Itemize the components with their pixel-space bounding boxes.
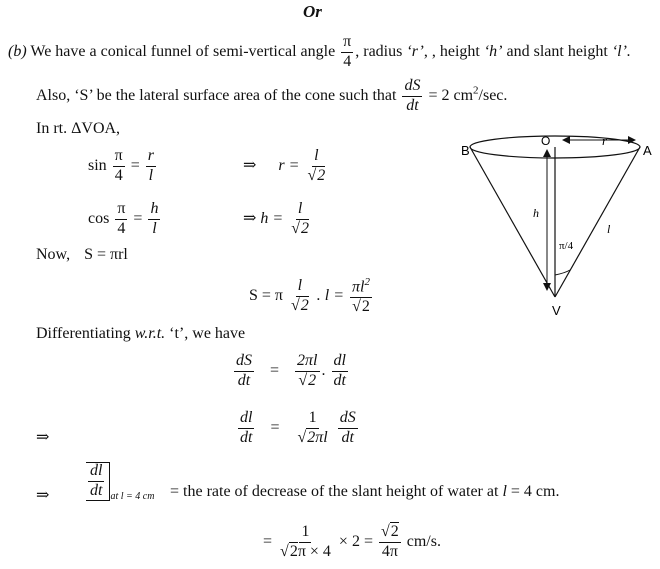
dl-eq: = xyxy=(270,418,280,436)
diff-text-1: Differentiating xyxy=(36,325,131,342)
sin-implies: ⇒ xyxy=(243,156,257,174)
s-pil2: πl xyxy=(352,278,365,296)
dl-den1b: πl xyxy=(315,428,328,446)
final-equation xyxy=(263,524,441,561)
rate-text-1: = the rate of decrease of the slant height of water at xyxy=(170,483,499,500)
label-r: r xyxy=(602,133,608,148)
sin-four: 4 xyxy=(114,166,123,184)
angle-fraction xyxy=(341,34,353,71)
intro-text-4: and slant height xyxy=(506,42,608,60)
cos-sqrt-den: √2 xyxy=(291,219,309,237)
cos-angle-frac xyxy=(115,201,127,238)
dl-den1a: 2 xyxy=(307,428,316,446)
s-dot-l: . l = xyxy=(316,287,345,305)
cos-four: 4 xyxy=(117,219,126,237)
ds-dl-dt-frac xyxy=(332,353,348,390)
cos-pi: π xyxy=(115,201,127,220)
sin-r: r xyxy=(146,148,156,167)
dl-implies: ⇒ xyxy=(36,429,50,446)
cos-l2: l xyxy=(296,201,304,220)
cone-diagram xyxy=(455,125,660,320)
ds-num2: 2πl xyxy=(295,353,319,372)
intro-line: (b) We have a conical funnel of semi-vertical angle $\frac{\pi}{4}$ , radius ‘r’, , height ‘h’ and slant height ‘l’. xyxy=(8,33,631,70)
rate-l: l xyxy=(502,483,507,500)
dt-den: dt xyxy=(406,96,419,114)
final-num2: 2 xyxy=(390,523,399,540)
ds-num3: dl xyxy=(332,353,348,372)
final-den2: 4π xyxy=(381,542,398,560)
angle-num: π xyxy=(341,34,353,53)
s-equation xyxy=(249,277,374,316)
label-angle: π/4 xyxy=(559,240,574,252)
rate-equation xyxy=(86,462,154,502)
cone-right-edge xyxy=(555,147,640,297)
part-label: (b) xyxy=(8,42,27,60)
intro-text-1: We have a conical funnel of semi-vertical angle xyxy=(30,42,336,60)
cos-implies: ⇒ xyxy=(243,209,257,227)
dl-ds-frac xyxy=(338,410,358,447)
l-over-sqrt2-b xyxy=(289,201,311,238)
s-l: l xyxy=(296,278,304,297)
intro-text-2: , radius xyxy=(355,42,403,60)
cos-l: l xyxy=(152,219,157,237)
final-frac-1: $\frac{1}{√2\pi \times 4}$ xyxy=(280,523,331,560)
also-sup: 2 xyxy=(473,84,479,97)
ds-2pil-frac: $\frac{2\pi l}{√2}$ xyxy=(297,352,318,389)
rate-implies: ⇒ xyxy=(36,487,50,504)
sin-fn: sin xyxy=(88,156,107,174)
s-l-frac: $\frac{l}{√2}$ xyxy=(291,277,309,314)
sin-result xyxy=(243,148,329,185)
dl-num1: 1 xyxy=(307,410,319,429)
rate-sub: at l = 4 cm xyxy=(110,490,155,502)
final-eq: = xyxy=(263,532,273,550)
ds-dt-lhs xyxy=(234,353,254,390)
rate-text xyxy=(170,483,559,501)
dl-lden: dt xyxy=(240,428,253,446)
label-h: h xyxy=(533,206,539,220)
dl-lnum: dl xyxy=(238,410,254,429)
also-line xyxy=(36,78,507,115)
diff-wrt: w.r.t. xyxy=(134,325,166,342)
ds-num: dS xyxy=(402,78,422,97)
label-b: B xyxy=(461,143,470,158)
sin-angle-frac xyxy=(113,148,125,185)
r-over-l xyxy=(146,148,156,185)
ds-den2: 2 xyxy=(308,371,317,389)
dl-den2: dt xyxy=(341,428,354,446)
cone-left-edge xyxy=(470,147,555,297)
sin-eq: = xyxy=(130,156,140,174)
dl-one-frac: $\frac{1}{√2\pi l}$ xyxy=(297,409,328,446)
rate-bracket xyxy=(86,462,110,501)
now-eq: S = πrl xyxy=(84,246,128,263)
radius-symbol: ‘r’ xyxy=(406,42,424,60)
cos-h: h xyxy=(148,201,160,220)
intro-text-3: , height xyxy=(431,42,480,60)
sin-pi: π xyxy=(113,148,125,167)
rate-num: dl xyxy=(88,463,104,482)
sin-sqrt2: 2 xyxy=(317,166,326,184)
sin-r-eq: r = xyxy=(278,156,300,174)
dl-num2: dS xyxy=(338,410,358,429)
s-sqrt2: 2 xyxy=(300,296,309,314)
final-den-a: 2 xyxy=(289,542,298,560)
final-den-b: π × 4 xyxy=(297,542,331,560)
triangle-line: In rt. ΔVOA, xyxy=(36,120,121,137)
rate-den: dt xyxy=(90,481,103,499)
s-lhs: S = π xyxy=(249,287,283,305)
final-frac-2: $\frac{√2}{4\pi}$ xyxy=(380,523,399,560)
sin-l2: l xyxy=(312,148,320,167)
sin-equation xyxy=(88,148,158,185)
cos-eq: = xyxy=(133,209,143,227)
ds-lden: dt xyxy=(237,371,251,389)
cos-fn: cos xyxy=(88,209,110,227)
dl-dt-lhs xyxy=(238,410,254,447)
now-label: Now, xyxy=(36,246,71,263)
also-text: Also, ‘S’ be the lateral surface area of the cone such that xyxy=(36,86,397,104)
slant-symbol: ‘l’. xyxy=(611,42,631,60)
rate-text-2: = 4 cm. xyxy=(510,483,560,500)
s-sup: 2 xyxy=(364,276,370,288)
height-symbol: ‘h’ xyxy=(483,42,503,60)
ds-eq: = xyxy=(270,361,280,379)
ds-dt-equation: $\frac{dS}{dt}$ = $\frac{2\pi l}{√2}$ . $\frac{dl}{dt}$ xyxy=(236,352,346,389)
final-times: × 2 = xyxy=(338,532,373,550)
label-a: A xyxy=(643,143,652,158)
heading-or: Or xyxy=(303,2,322,21)
label-l: l xyxy=(607,222,611,236)
cos-result xyxy=(243,201,313,238)
s-sqrt2b: 2 xyxy=(361,298,370,316)
ds-dt-fraction xyxy=(402,78,422,115)
cos-equation xyxy=(88,201,162,238)
ds-den3: dt xyxy=(333,371,346,389)
also-value: = 2 cm xyxy=(428,86,474,104)
angle-den: 4 xyxy=(343,52,352,70)
sin-sqrt-den: √2 xyxy=(307,166,326,184)
l-over-sqrt2 xyxy=(305,148,327,185)
label-v: V xyxy=(552,303,561,318)
also-unit: /sec. xyxy=(478,86,508,104)
final-unit: cm/s. xyxy=(406,532,441,550)
now-line xyxy=(36,246,128,264)
dl-dt-equation xyxy=(236,410,360,447)
cos-h-eq: h = xyxy=(260,209,284,227)
ds-lnum: dS xyxy=(234,353,254,372)
differentiating-line xyxy=(36,325,245,343)
cos-sqrt2: 2 xyxy=(300,219,309,237)
s-pil2-frac: $\frac{\pi l^2}{√2}$ xyxy=(352,276,370,316)
label-o: O xyxy=(541,134,551,148)
diff-text-2: ‘t’, we have xyxy=(169,325,246,342)
h-over-l xyxy=(148,201,160,238)
sin-l: l xyxy=(148,166,154,184)
final-num: 1 xyxy=(299,524,311,543)
